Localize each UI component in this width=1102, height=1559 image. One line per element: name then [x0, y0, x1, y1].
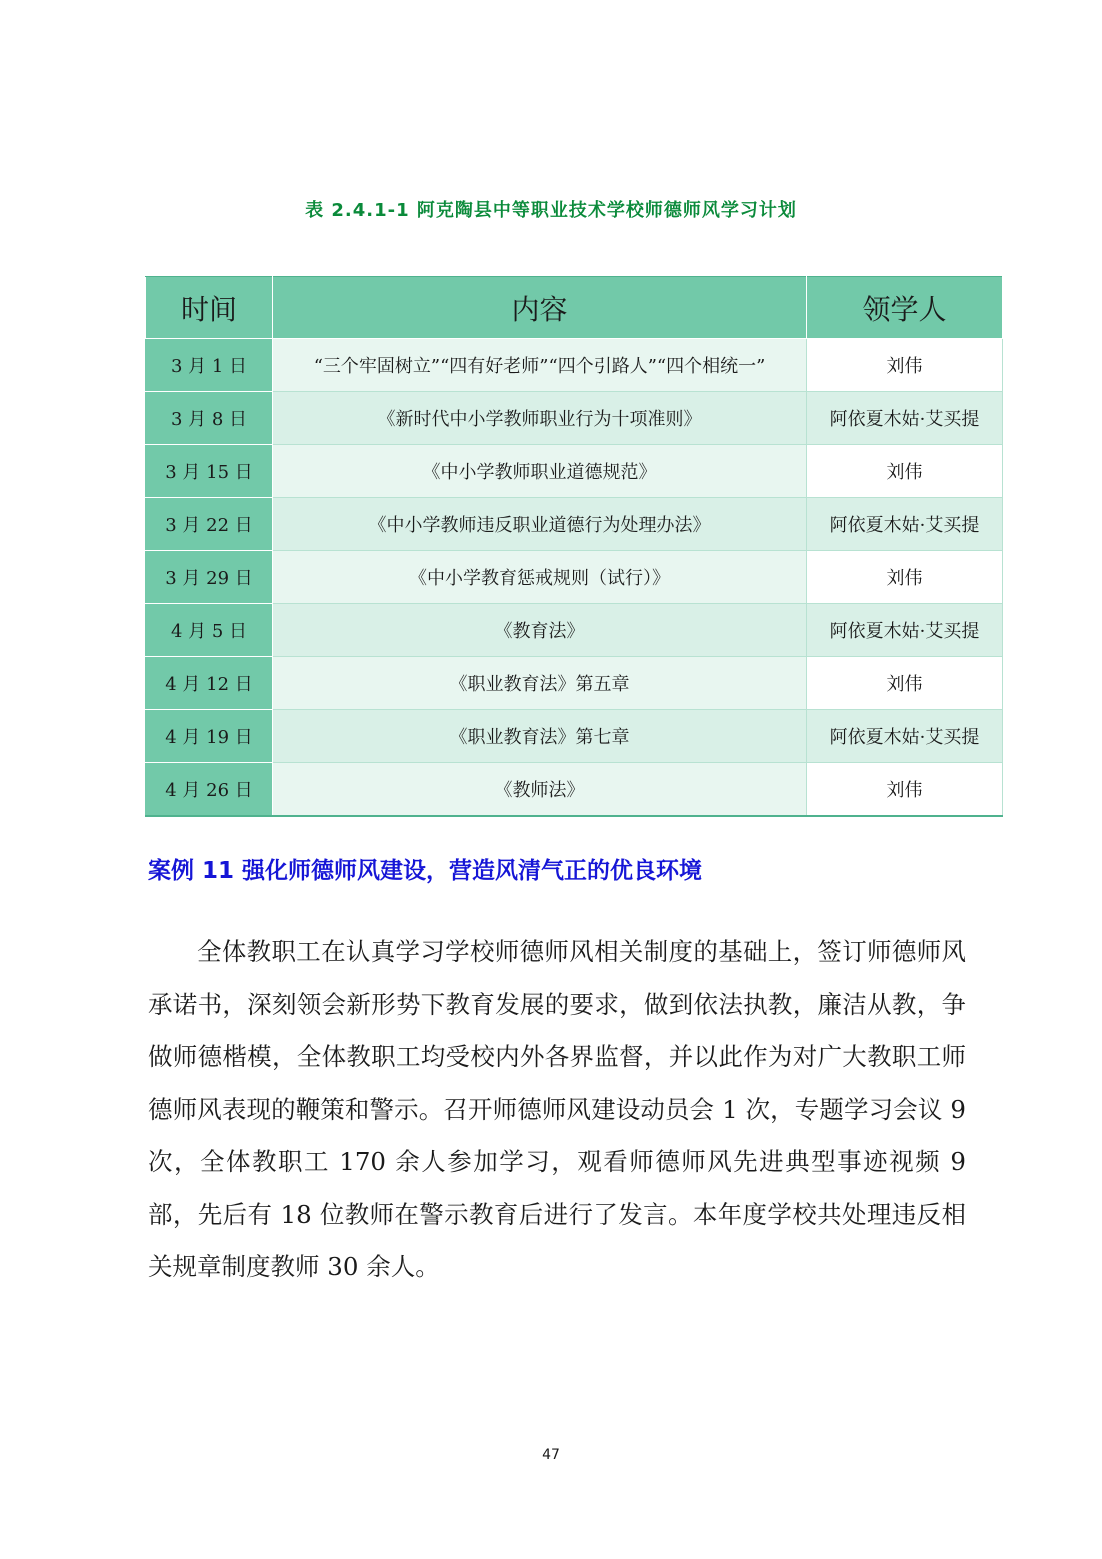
cell-content: 《职业教育法》第七章 [273, 710, 807, 763]
table-row [146, 498, 1003, 551]
cell-leader: 阿依夏木姑·艾买提 [807, 498, 1003, 551]
cell-content: 《中小学教师违反职业道德行为处理办法》 [273, 498, 807, 551]
cell-content: 《中小学教育惩戒规则（试行）》 [273, 551, 807, 604]
cell-time: 4 月 19 日 [146, 710, 273, 763]
cell-time: 4 月 5 日 [146, 604, 273, 657]
cell-time: 3 月 15 日 [146, 445, 273, 498]
cell-content: 《职业教育法》第五章 [273, 657, 807, 710]
cell-time: 3 月 22 日 [146, 498, 273, 551]
cell-content: 《新时代中小学教师职业行为十项准则》 [273, 392, 807, 445]
cell-content: 《中小学教师职业道德规范》 [273, 445, 807, 498]
header-content: 内容 [273, 277, 807, 339]
cell-time: 4 月 12 日 [146, 657, 273, 710]
cell-leader: 刘伟 [807, 551, 1003, 604]
case-title: 案例 11 强化师德师风建设，营造风清气正的优良环境 [148, 858, 703, 884]
table-row [146, 763, 1003, 817]
header-time: 时间 [146, 277, 273, 339]
table-row [146, 392, 1003, 445]
cell-leader: 刘伟 [807, 763, 1003, 817]
cell-leader: 阿依夏木姑·艾买提 [807, 604, 1003, 657]
table-row [146, 339, 1003, 392]
cell-leader: 阿依夏木姑·艾买提 [807, 392, 1003, 445]
cell-time: 3 月 1 日 [146, 339, 273, 392]
cell-leader: 刘伟 [807, 339, 1003, 392]
table-row [146, 604, 1003, 657]
case-paragraph: 全体教职工在认真学习学校师德师风相关制度的基础上，签订师德师风承诺书，深刻领会新形势下教育发展的要求，做到依法执教，廉洁从教，争做师德楷模，全体教职工均受校内外各界监督，并以此作为对广大教职工师德师风表现的鞭策和警示。召开师德师风建设动员会 1 次，专题学习会议 9 次，全体教职工 170 余人参加学习，观看师德师风先进典型事迹视频 9 部，先后有 18 位教师在警示教育后进行了发言。本年度学校共处理违反相关规章制度教师 30 余人。 [148, 937, 966, 1281]
table-row [146, 551, 1003, 604]
cell-time: 3 月 8 日 [146, 392, 273, 445]
page-number: 47 [542, 1447, 560, 1463]
table-caption: 表 2.4.1-1 阿克陶县中等职业技术学校师德师风学习计划 [305, 200, 797, 221]
cell-leader: 刘伟 [807, 445, 1003, 498]
cell-content: “三个牢固树立”“四有好老师”“四个引路人”“四个相统一” [273, 339, 807, 392]
header-leader: 领学人 [807, 277, 1003, 339]
cell-content: 《教育法》 [273, 604, 807, 657]
study-plan-table [145, 276, 1003, 817]
cell-leader: 阿依夏木姑·艾买提 [807, 710, 1003, 763]
cell-content: 《教师法》 [273, 763, 807, 817]
table-row [146, 710, 1003, 763]
cell-leader: 刘伟 [807, 657, 1003, 710]
table-row [146, 445, 1003, 498]
cell-time: 3 月 29 日 [146, 551, 273, 604]
table-header-row [146, 277, 1003, 339]
table-row [146, 657, 1003, 710]
cell-time: 4 月 26 日 [146, 763, 273, 817]
